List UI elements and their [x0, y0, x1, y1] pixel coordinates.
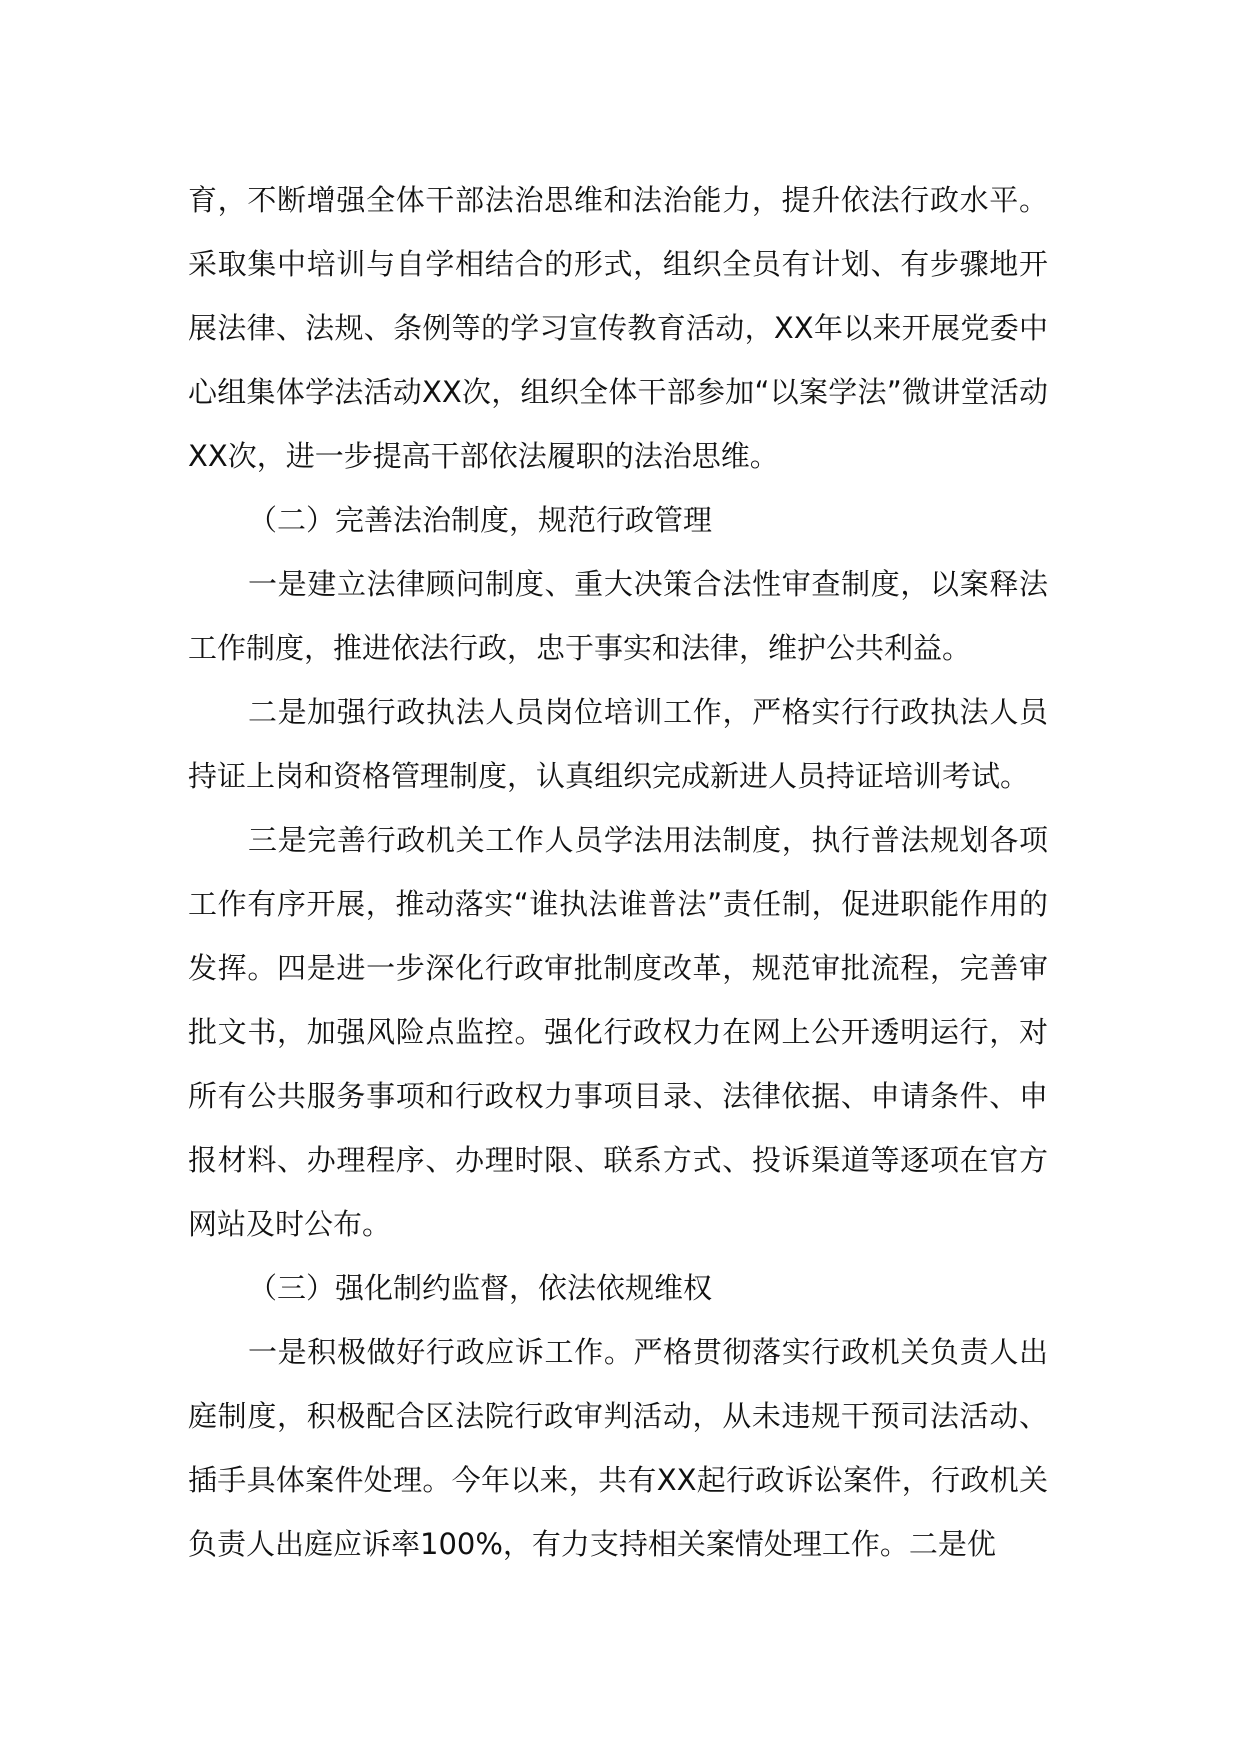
paragraph-enforcement-training: 二是加强行政执法人员岗位培训工作，严格实行行政执法人员持证上岗和资格管理制度，认真组织完成新进人员持证培训考试。: [188, 695, 1048, 793]
paragraph-legal-counsel: 一是建立法律顾问制度、重大决策合法性审查制度，以案释法工作制度，推进依法行政，忠于事实和法律，维护公共利益。: [188, 567, 1048, 665]
section-heading-3: （三）强化制约监督，依法依规维权: [248, 1271, 713, 1305]
paragraph-study-law-system: 三是完善行政机关工作人员学法用法制度，执行普法规划各项工作有序开展，推动落实“谁执法谁普法”责任制，促进职能作用的发挥。四是进一步深化行政审批制度改革，规范审批流程，完善审批文书，加强风险点监控。强化行政权力在网上公开透明运行，对所有公共服务事项和行政权力事项目录、法律依据、申请条件、申报材料、办理程序、办理时限、联系方式、投诉渠道等逐项在官方网站及时公布。: [188, 823, 1048, 1241]
paragraph-continuation: 育，不断增强全体干部法治思维和法治能力，提升依法行政水平。采取集中培训与自学相结合的形式，组织全员有计划、有步骤地开展法律、法规、条例等的学习宣传教育活动，XX年以来开展党委中心组集体学法活动XX次，组织全体干部参加“以案学法”微讲堂活动XX次，进一步提高干部依法履职的法治思维。: [188, 183, 1048, 473]
section-heading-2: （二）完善法治制度，规范行政管理: [248, 503, 713, 537]
paragraph-administrative-litigation: 一是积极做好行政应诉工作。严格贯彻落实行政机关负责人出庭制度，积极配合区法院行政审判活动，从未违规干预司法活动、插手具体案件处理。今年以来，共有XX起行政诉讼案件，行政机关负责人出庭应诉率100%，有力支持相关案情处理工作。二是优: [188, 1335, 1048, 1561]
document-body: [188, 168, 1048, 1576]
